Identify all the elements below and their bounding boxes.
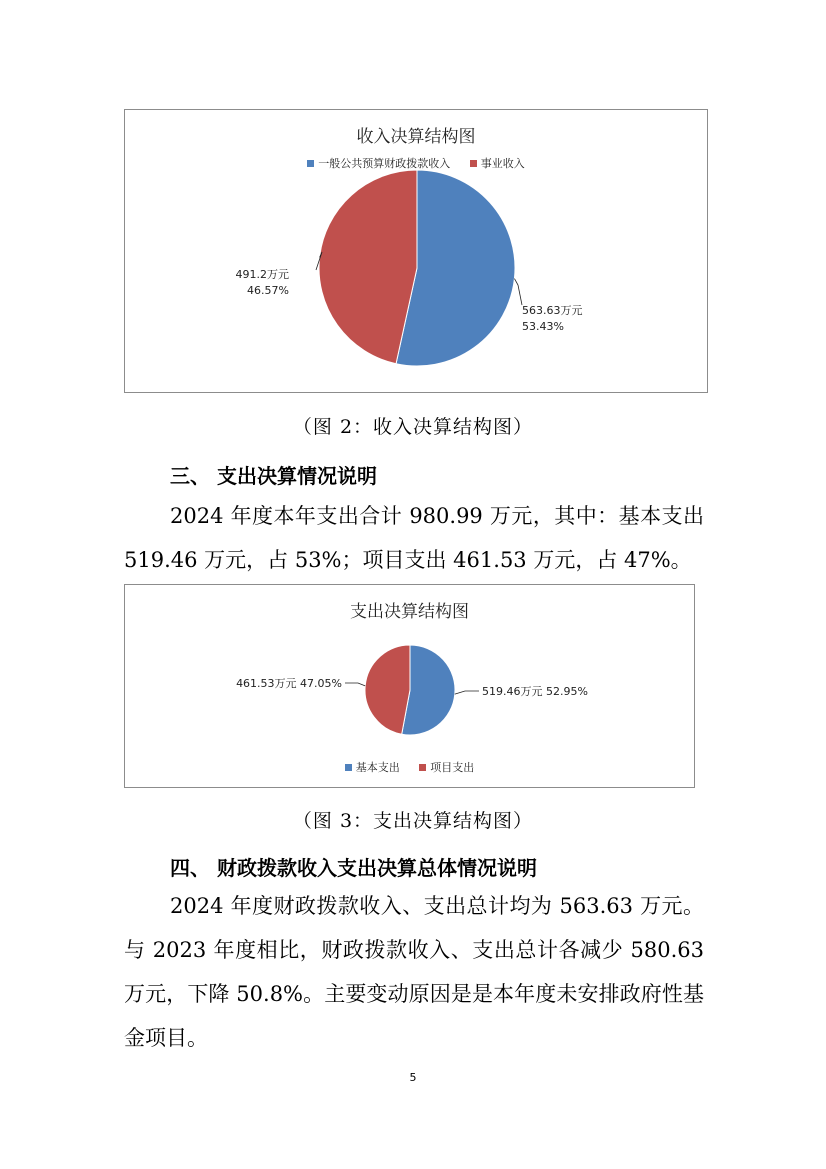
chart-title: 支出决算结构图 [350,602,469,622]
chart-title: 收入决算结构图 [356,127,476,147]
data-label: 491.2万元 [235,268,289,281]
income-structure-chart [124,109,708,393]
leader-line [455,691,479,694]
income-pie [125,110,709,394]
legend-swatch [345,764,352,771]
expenditure-structure-chart [124,584,695,788]
pie-slice [365,645,410,734]
section-heading: 四、 财政拨款收入支出决算总体情况说明 [170,856,537,880]
legend-swatch [419,764,426,771]
legend-item [345,759,400,775]
pie-slice [319,170,417,364]
leader-line [514,279,522,305]
section-paragraph: 2024 年度本年支出合计 980.99 万元，其中：基本支出 519.46 万元，占 53%；项目支出 461.53 万元，占 47%。 [124,504,704,572]
legend-item [419,759,474,775]
figure-caption: （图 3：支出决算结构图） [292,810,534,832]
data-label: 563.63万元 [522,304,583,317]
section-paragraph: 2024 年度财政拨款收入、支出总计均为 563.63 万元。与 2023 年度相比，财政拨款收入、支出总计各减少 580.63 万元，下降 50.8%。主要变动原因是是本年度未安排政府性基金项目。 [124,894,704,1050]
section-heading: 三、 支出决算情况说明 [170,464,377,488]
leader-line [345,683,365,686]
page-number: 5 [409,1071,417,1084]
data-label: 53.43% [522,320,564,333]
data-label: 46.57% [247,284,289,297]
figure-caption: （图 2：收入决算结构图） [292,416,534,438]
legend-label: 基本支出 [355,761,400,774]
chart-legend [125,759,694,775]
legend-label: 事业收入 [480,157,525,170]
legend-label: 一般公共预算财政拨款收入 [318,157,451,170]
data-label: 461.53万元 47.05% [236,677,342,690]
data-label: 519.46万元 52.95% [482,685,588,698]
legend-label: 项目支出 [430,761,475,774]
